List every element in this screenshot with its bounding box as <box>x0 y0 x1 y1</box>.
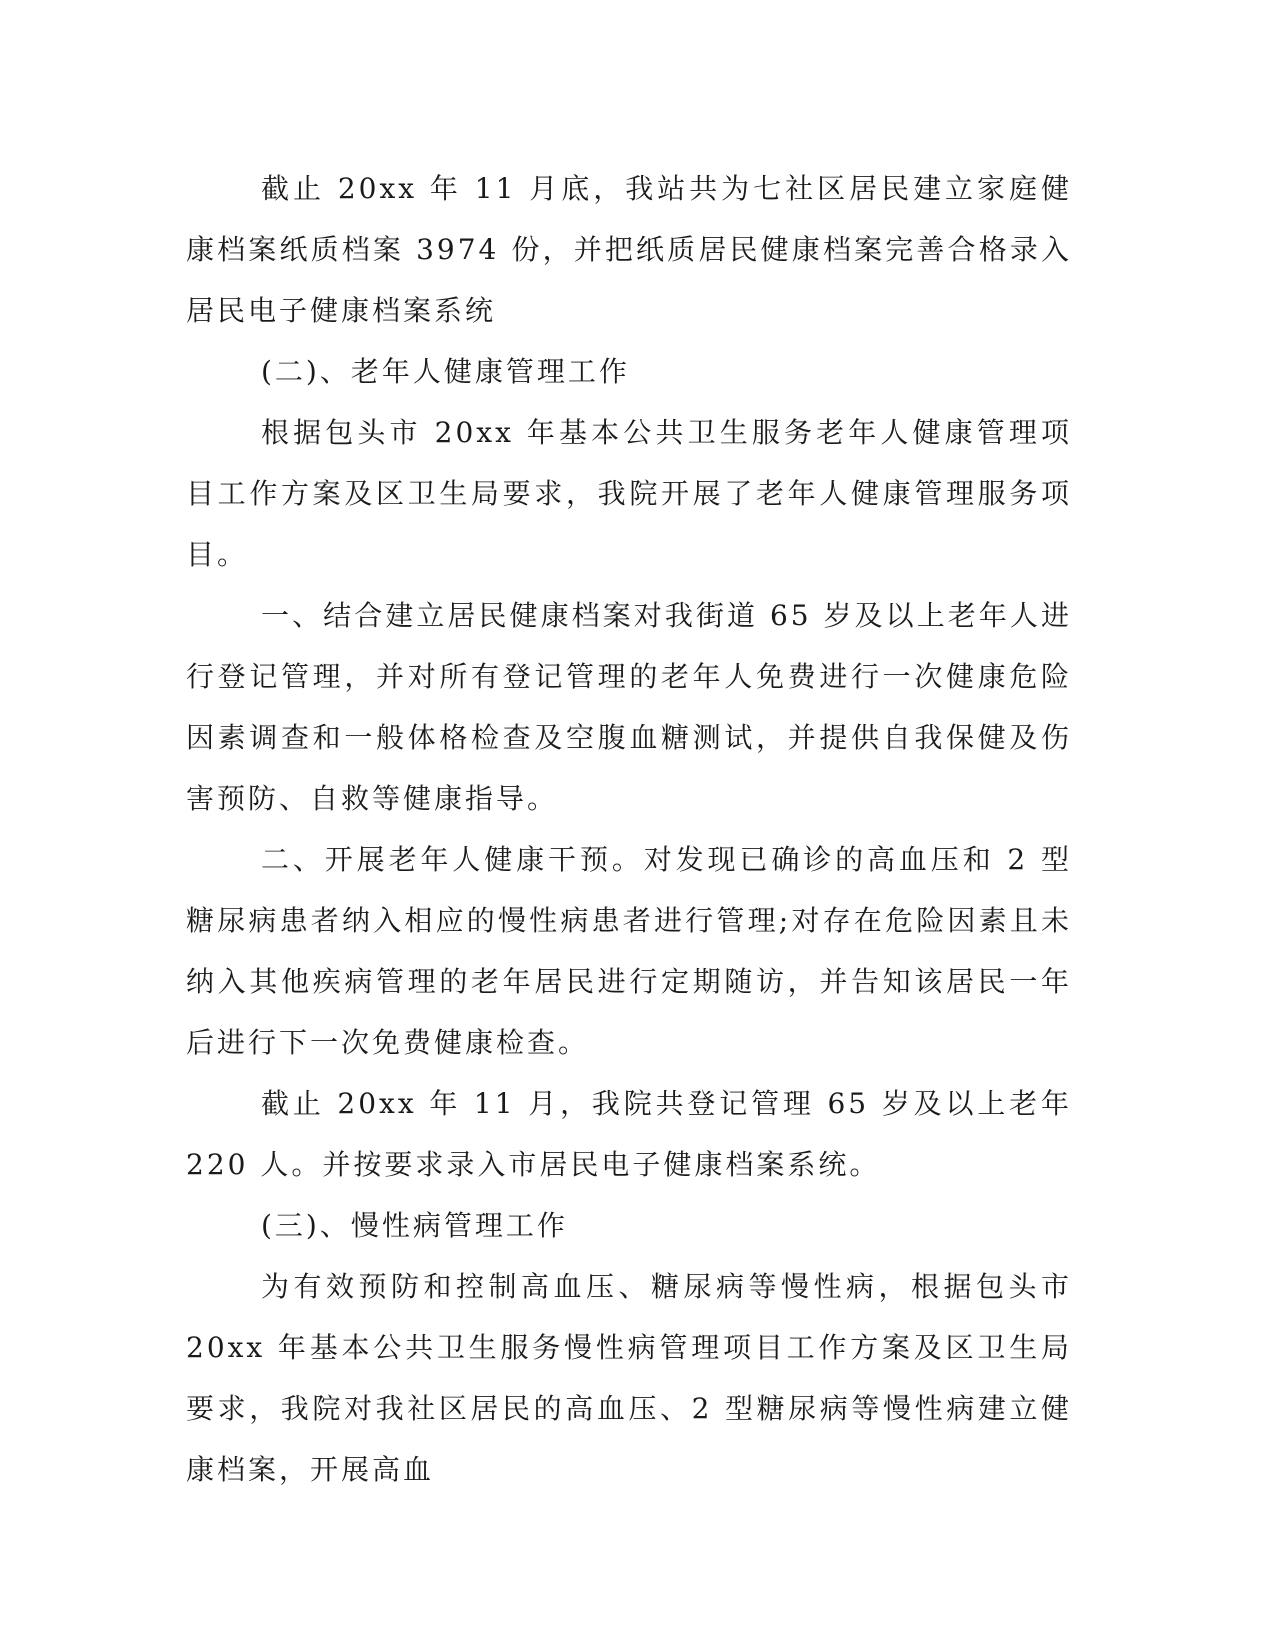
section-heading-chronic: (三)、慢性病管理工作 <box>261 1209 568 1242</box>
paragraph-archive-count: 截止 20xx 年 11 月底，我站共为七社区居民建立家庭健康档案纸质档案 3974 份，并把纸质居民健康档案完善合格录入居民电子健康档案系统 <box>186 172 1072 327</box>
paragraph-elderly-total: 截止 20xx 年 11 月，我院共登记管理 65 岁及以上老年 220 人。并按要求录入市居民电子健康档案系统。 <box>186 1087 1072 1181</box>
paragraph-elderly-intro: 根据包头市 20xx 年基本公共卫生服务老年人健康管理项目工作方案及区卫生局要求，我院开展了老年人健康管理服务项目。 <box>186 416 1072 571</box>
paragraph-elderly-intervention: 二、开展老年人健康干预。对发现已确诊的高血压和 2 型糖尿病患者纳入相应的慢性病患者进行管理;对存在危险因素且未纳入其他疾病管理的老年居民进行定期随访，并告知该居民一年后进行下一次免费健康检查。 <box>186 843 1072 1059</box>
paragraph-chronic-intro: 为有效预防和控制高血压、糖尿病等慢性病，根据包头市 20xx 年基本公共卫生服务慢性病管理项目工作方案及区卫生局要求，我院对我社区居民的高血压、2 型糖尿病等慢性病建立健康档案，开展高血 <box>186 1270 1072 1486</box>
document-body <box>186 158 1072 1500</box>
paragraph-elderly-registration: 一、结合建立居民健康档案对我街道 65 岁及以上老年人进行登记管理，并对所有登记管理的老年人免费进行一次健康危险因素调查和一般体格检查及空腹血糖测试，并提供自我保健及伤害预防、自救等健康指导。 <box>186 599 1072 815</box>
section-heading-elderly: (二)、老年人健康管理工作 <box>261 355 630 388</box>
